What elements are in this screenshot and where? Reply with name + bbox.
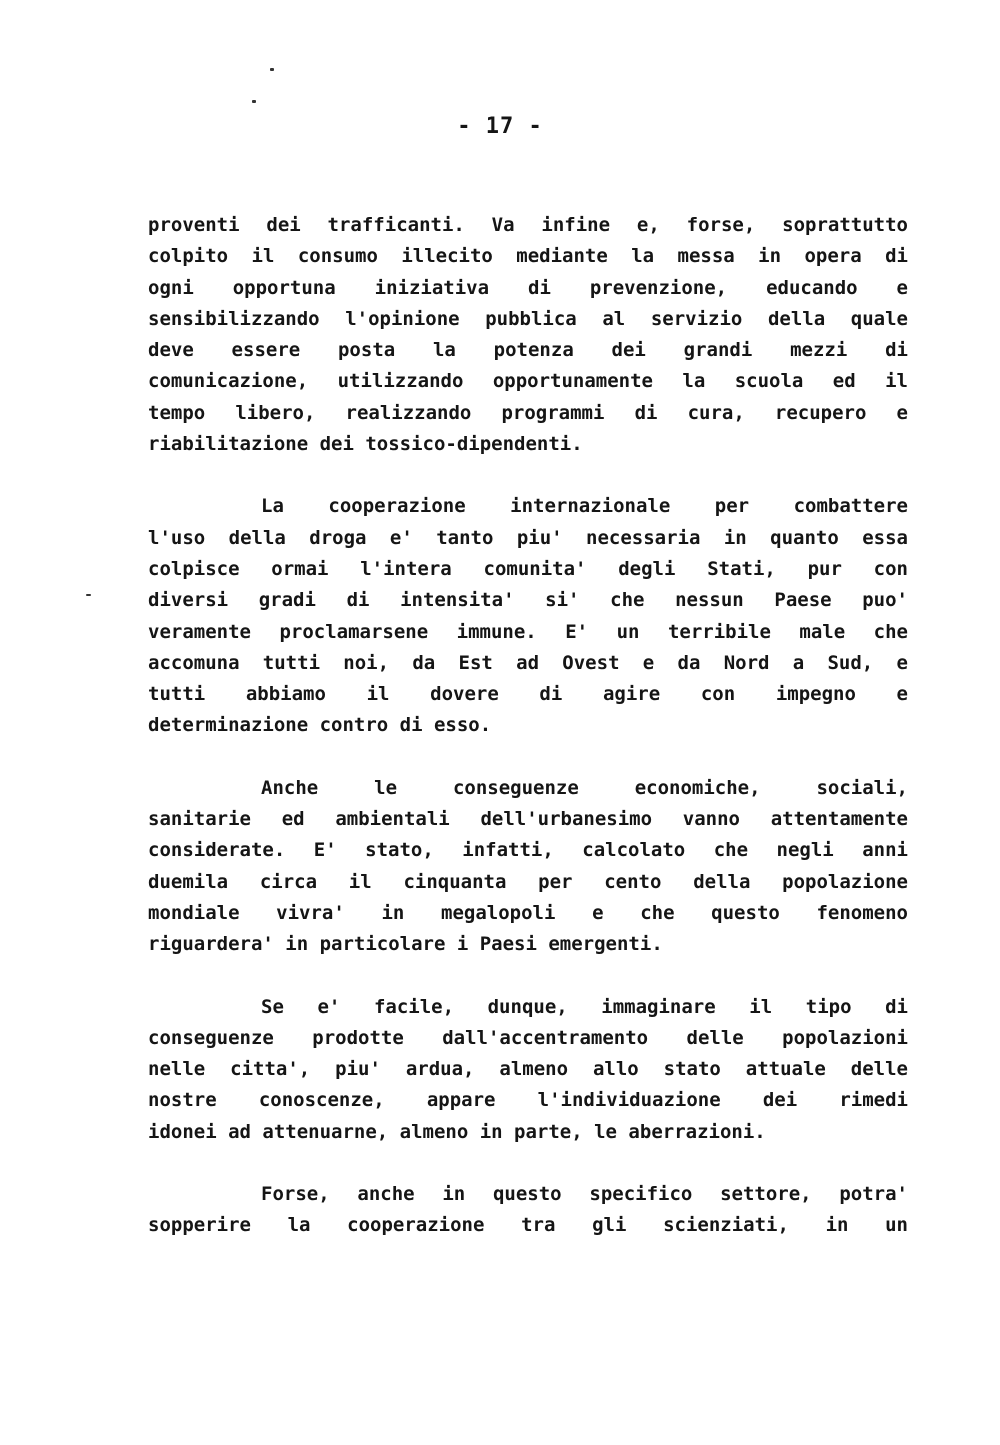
scan-speck — [86, 594, 91, 596]
text-line: sensibilizzando l'opinione pubblica al servizio della quale — [148, 307, 908, 330]
text-line: determinazione contro di esso. — [148, 714, 492, 737]
text-line: l'uso della droga e' tanto piu' necessaria in quanto essa — [148, 526, 908, 549]
text-line: tutti abbiamo il dovere di agire con impegno e — [148, 683, 908, 706]
text-line: proventi dei trafficanti. Va infine e, forse, soprattutto — [148, 214, 908, 236]
text-line: ogni opportuna iniziativa di prevenzione, educando e — [148, 276, 908, 299]
text-line: colpisce ormai l'intera comunita' degli Stati, pur con — [148, 557, 908, 580]
scan-speck — [252, 100, 256, 103]
text-line: Anche le conseguenze economiche, sociali, — [261, 776, 908, 799]
text-line: comunicazione, utilizzando opportunamente la scuola ed il — [148, 370, 908, 393]
text-line: riabilitazione dei tossico-dipendenti. — [148, 433, 583, 456]
page-number: - 17 - — [457, 114, 543, 139]
text-line: Forse, anche in questo specifico settore, potra' — [261, 1183, 908, 1206]
text-line: veramente proclamarsene immune. E' un terribile male che — [148, 620, 908, 643]
paragraph-2 — [148, 491, 908, 741]
text-line: tempo libero, realizzando programmi di cura, recupero e — [148, 401, 908, 424]
paragraph-4 — [148, 992, 908, 1148]
text-line: mondiale vivra' in megalopoli e che questo fenomeno — [148, 901, 908, 924]
text-line: deve essere posta la potenza dei grandi mezzi di — [148, 339, 908, 362]
text-line: riguardera' in particolare i Paesi emergenti. — [148, 933, 663, 956]
paragraph-5 — [148, 1179, 908, 1242]
paragraph-3 — [148, 773, 908, 961]
paragraph-1 — [148, 210, 908, 460]
text-line: nostre conoscenze, appare l'individuazione dei rimedi — [148, 1089, 908, 1112]
text-line: accomuna tutti noi, da Est ad Ovest e da Nord a Sud, e — [148, 651, 908, 674]
text-line: Se e' facile, dunque, immaginare il tipo di — [261, 995, 908, 1018]
text-line: sopperire la cooperazione tra gli scienziati, in un — [148, 1214, 908, 1237]
text-line: conseguenze prodotte dall'accentramento delle popolazioni — [148, 1026, 908, 1049]
text-line: La cooperazione internazionale per combattere — [261, 495, 908, 518]
text-line: colpito il consumo illecito mediante la messa in opera di — [148, 245, 908, 268]
text-line: nelle citta', piu' ardua, almeno allo stato attuale delle — [148, 1058, 908, 1081]
text-line: considerate. E' stato, infatti, calcolato che negli anni — [148, 839, 908, 862]
text-line: duemila circa il cinquanta per cento della popolazione — [148, 870, 908, 893]
scan-speck — [270, 68, 274, 71]
text-line: idonei ad attenuarne, almeno in parte, le aberrazioni. — [148, 1120, 766, 1143]
text-line: diversi gradi di intensita' si' che nessun Paese puo' — [148, 589, 908, 612]
text-line: sanitarie ed ambientali dell'urbanesimo vanno attentamente — [148, 808, 908, 831]
body-text — [148, 210, 908, 1273]
